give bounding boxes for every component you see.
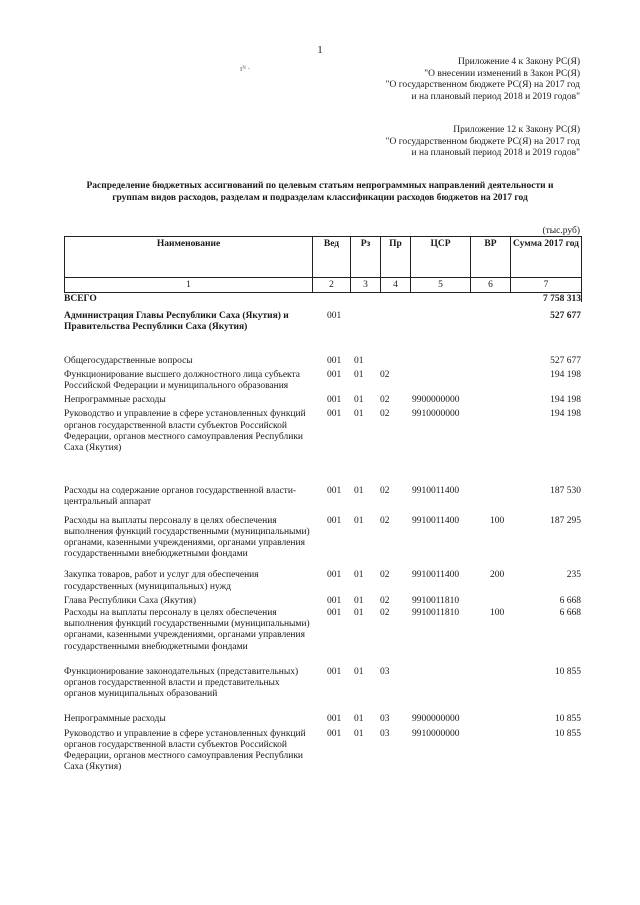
row-sum: 194 198	[550, 369, 581, 380]
col-number: 2	[313, 278, 351, 293]
table-row	[64, 596, 581, 607]
row-sum: 10 855	[554, 714, 581, 725]
row-csr: 9900000000	[412, 714, 460, 725]
row-rz: 01	[354, 714, 364, 725]
row-csr: 9910011400	[412, 570, 460, 581]
row-csr: 9910011400	[412, 486, 460, 497]
unit-label: (тыс.руб)	[542, 226, 580, 236]
row-csr: 9910011400	[412, 515, 460, 526]
table-border	[581, 291, 582, 302]
row-name: Общегосударственные вопросы	[64, 355, 193, 366]
row-ved: 001	[327, 608, 342, 619]
row-sum: 235	[566, 570, 581, 581]
row-sum: 10 855	[554, 728, 581, 739]
header-name: Наименование	[65, 237, 313, 278]
row-rz: 01	[354, 570, 364, 581]
col-number: 5	[411, 278, 471, 293]
row-name: Непрограммные расходы	[64, 714, 166, 725]
row-pr: 03	[380, 728, 390, 739]
row-pr: 02	[380, 570, 390, 581]
table-body	[64, 294, 581, 777]
row-sum: 527 677	[550, 355, 581, 366]
table-row	[64, 370, 581, 392]
row-csr: 9910011810	[412, 595, 460, 606]
table-row	[64, 311, 581, 333]
row-csr: 9910000000	[412, 409, 460, 420]
document-title	[60, 180, 580, 204]
table-row	[64, 729, 581, 774]
header-sum: Сумма 2017 год	[511, 237, 582, 278]
table-row	[64, 714, 581, 725]
row-name: Расходы на выплаты персоналу в целях обеспечения выполнения функций государственными (муниципальными) органами, казенными учреждениями, органами управления государственными внебюджетными фондами	[64, 515, 310, 560]
row-ved: 001	[327, 369, 342, 380]
row-ved: 001	[327, 395, 342, 406]
row-ved: 001	[327, 515, 342, 526]
table-row	[64, 356, 581, 367]
row-rz: 01	[354, 409, 364, 420]
header-ved: Вед	[313, 237, 351, 278]
table-row	[64, 516, 581, 561]
row-pr: 02	[380, 369, 390, 380]
row-sum: 194 198	[550, 395, 581, 406]
table-row	[64, 409, 581, 454]
row-pr: 03	[380, 666, 390, 677]
annex-4-line: "О внесении изменений в Закон РС(Я)	[424, 68, 580, 79]
row-rz: 01	[354, 486, 364, 497]
col-number: 7	[511, 278, 582, 293]
row-name: Глава Республики Саха (Якутия)	[64, 595, 196, 606]
row-name: Функционирование высшего должностного лица субъекта Российской Федерации и муниципального образования	[64, 369, 301, 392]
row-rz: 01	[354, 728, 364, 739]
row-vr: 200	[490, 570, 505, 581]
header-vr: ВР	[471, 237, 511, 278]
annex-12-header	[386, 125, 580, 160]
row-name: Руководство и управление в сфере установленных функций органов государственной власти субъектов Российской Федерации, органов местного самоуправления Республики Саха (Якутия)	[64, 728, 306, 773]
row-ved: 001	[327, 486, 342, 497]
row-name: Руководство и управление в сфере установленных функций органов государственной власти субъектов Российской Федерации, органов местного самоуправления Республики Саха (Якутия)	[64, 409, 306, 454]
row-ved: 001	[327, 595, 342, 606]
row-csr: 9910000000	[412, 728, 460, 739]
table-row	[64, 294, 581, 305]
title-line-2: группам видов расходов, разделам и подразделам классификации расходов бюджетов на 2017 год	[112, 193, 528, 203]
row-csr: 9900000000	[412, 395, 460, 406]
row-rz: 01	[354, 369, 364, 380]
row-name: Расходы на содержание органов государственной власти- центральный аппарат	[64, 486, 297, 508]
page-number: 1	[317, 44, 323, 56]
row-sum: 6 668	[559, 595, 581, 606]
annex-4-line: и на плановый период 2018 и 2019 годов"	[411, 91, 580, 102]
row-ved: 001	[327, 666, 342, 677]
header-pr: Пр	[381, 237, 411, 278]
row-name: Расходы на выплаты персоналу в целях обеспечения выполнения функций государственными (муниципальными) органами, казенными учреждениями, органами управления государственными внебюджетными фондами	[64, 608, 310, 652]
row-sum: 187 295	[550, 515, 581, 526]
row-sum: 10 855	[554, 666, 581, 677]
row-sum: 6 668	[559, 608, 581, 619]
row-ved: 001	[327, 409, 342, 420]
table-row	[64, 486, 581, 508]
row-vr: 100	[490, 515, 505, 526]
row-name: Функционирование законодательных (представительных) органов государственной власти и представительных органов муниципальных образований	[64, 666, 299, 700]
row-rz: 01	[354, 515, 364, 526]
table-row	[64, 608, 581, 653]
header-rz: Рз	[351, 237, 381, 278]
title-line-1: Распределение бюджетных ассигнований по целевым статьям непрограммных направлений деятельности и	[86, 181, 554, 191]
annex-4-line: Приложение 4 к Закону РС(Я)	[458, 57, 580, 67]
row-name: ВСЕГО	[64, 294, 97, 304]
row-rz: 01	[354, 355, 364, 366]
row-sum: 7 758 313	[543, 294, 581, 304]
row-name: Закупка товаров, работ и услуг для обеспечения государственных (муниципальных) нужд	[64, 570, 259, 592]
row-pr: 02	[380, 595, 390, 606]
row-ved: 001	[327, 728, 342, 739]
table-row	[64, 395, 581, 406]
row-ved: 001	[327, 570, 342, 581]
annex-12-line: Приложение 12 к Закону РС(Я)	[453, 125, 580, 135]
row-pr: 02	[380, 515, 390, 526]
scan-speck: ɪᴺ ∙	[240, 64, 250, 73]
table-header	[64, 236, 582, 293]
row-rz: 01	[354, 395, 364, 406]
row-ved: 001	[327, 355, 342, 366]
row-sum: 187 530	[550, 486, 581, 497]
row-pr: 03	[380, 714, 390, 725]
col-number: 6	[471, 278, 511, 293]
row-ved: 001	[327, 714, 342, 725]
row-vr: 100	[490, 608, 505, 619]
row-rz: 01	[354, 595, 364, 606]
row-pr: 02	[380, 395, 390, 406]
row-pr: 02	[380, 608, 390, 619]
col-number: 4	[381, 278, 411, 293]
table-row	[64, 570, 581, 592]
row-sum: 194 198	[550, 409, 581, 420]
row-pr: 02	[380, 486, 390, 497]
row-name: Администрация Главы Республики Саха (Якутия) и Правительства Республики Саха (Якутия)	[64, 311, 289, 333]
row-name: Непрограммные расходы	[64, 395, 166, 406]
row-ved: 001	[327, 311, 342, 322]
table-row	[64, 667, 581, 701]
annex-12-line: "О государственном бюджете РС(Я) на 2017 год	[385, 136, 580, 147]
row-pr: 02	[380, 409, 390, 420]
annex-12-line: и на плановый период 2018 и 2019 годов"	[411, 148, 580, 158]
annex-4-line: "О государственном бюджете РС(Я) на 2017 год	[385, 80, 580, 90]
header-csr: ЦСР	[411, 237, 471, 278]
row-sum: 527 677	[550, 311, 581, 322]
annex-4-header	[386, 57, 580, 103]
row-csr: 9910011810	[412, 608, 460, 619]
col-number: 3	[351, 278, 381, 293]
row-rz: 01	[354, 666, 364, 677]
col-number: 1	[65, 278, 313, 293]
row-rz: 01	[354, 608, 364, 619]
